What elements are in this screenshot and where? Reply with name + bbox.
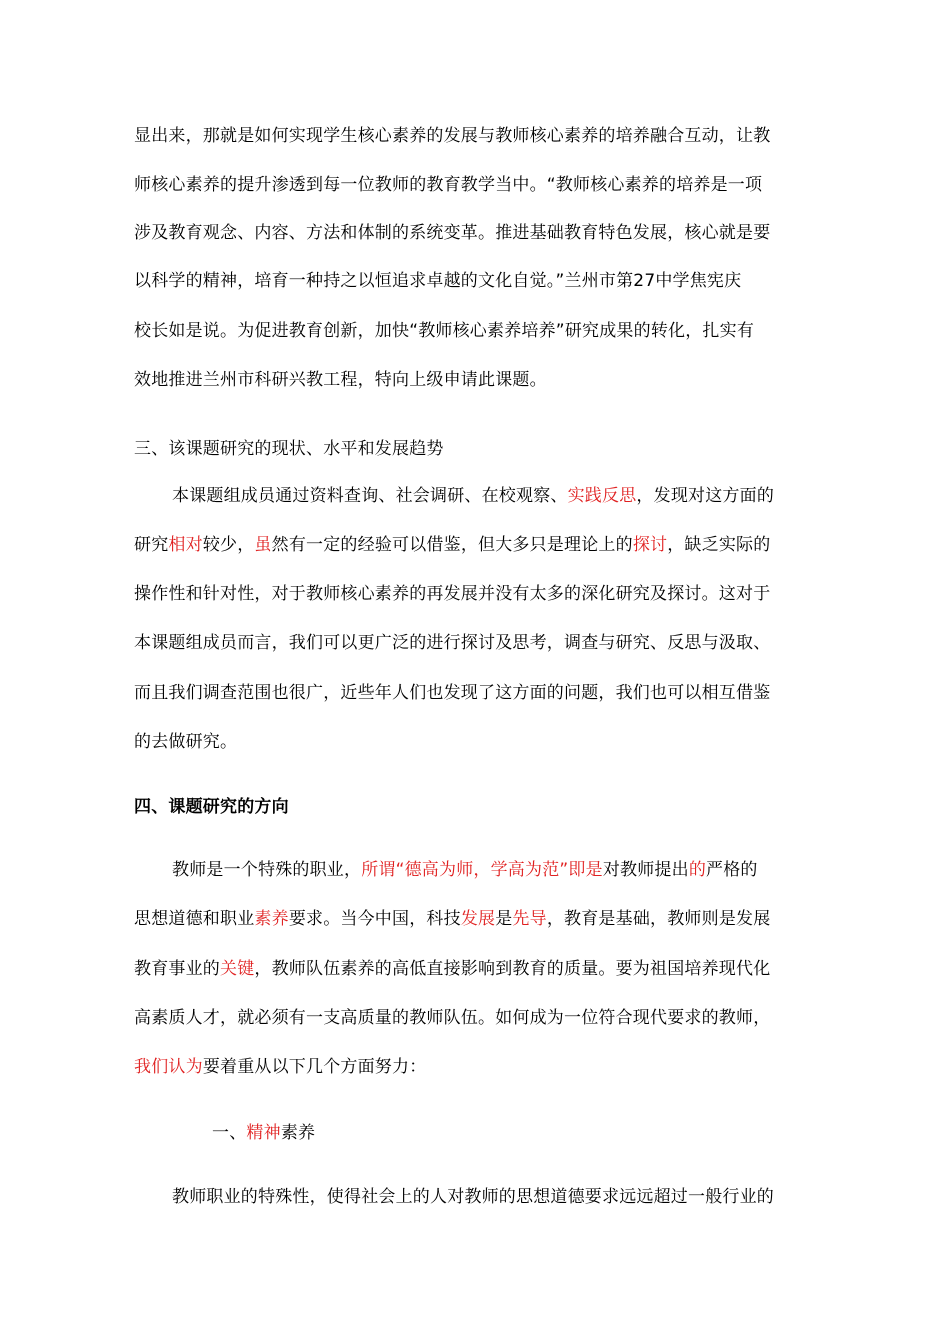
text-run: 研究 <box>134 535 169 555</box>
paragraph-line: 本课题组成员而言，我们可以更广泛的进行探讨及思考，调查与研究、反思与汲取、 <box>134 633 771 653</box>
highlighted-text: 关键 <box>220 959 255 979</box>
paragraph-line: 师核心素养的提升渗透到每一位教师的教育教学当中。“教师核心素养的培养是一项 <box>134 175 763 195</box>
text-run: ，教育是基础，教师则是发展 <box>546 909 771 929</box>
text-run: 思想道德和职业 <box>134 909 255 929</box>
highlighted-text: 所谓“德高为师，学高为范”即是 <box>361 860 603 880</box>
text-run: ，缺乏实际的 <box>667 535 771 555</box>
highlighted-text: 的 <box>688 860 707 880</box>
paragraph-line: 以科学的精神，培育一种持之以恒追求卓越的文化自觉。”兰州市第27中学焦宪庆 <box>134 271 742 291</box>
highlighted-text: 相对 <box>168 535 203 555</box>
highlighted-text: 探讨 <box>632 535 668 555</box>
paragraph-line <box>134 534 814 556</box>
highlighted-text: 先导 <box>512 909 547 929</box>
paragraph-line: 效地推进兰州市科研兴教工程，特向上级申请此课题。 <box>134 370 547 390</box>
paragraph-line <box>172 485 814 507</box>
text-run: 教育事业的 <box>134 959 220 979</box>
highlighted-text: 素养 <box>254 909 289 929</box>
text-run: 然有一定的经验可以借鉴，但大多只是理论上的 <box>271 535 633 555</box>
highlighted-text: 实践反思 <box>567 486 637 506</box>
paragraph-line: 校长如是说。为促进教育创新，加快“教师核心素养培养”研究成果的转化，扎实有 <box>134 321 755 341</box>
text-run: 严格的 <box>706 860 758 880</box>
text-run: 素养 <box>280 1123 316 1143</box>
text-run: 是 <box>495 909 513 929</box>
paragraph-line: 显出来，那就是如何实现学生核心素养的发展与教师核心素养的培养融合互动，让教 <box>134 126 771 146</box>
text-run: 对教师提出 <box>602 860 689 880</box>
text-run: ，教师队伍素养的高低直接影响到教育的质量。要为祖国培养现代化 <box>254 959 771 979</box>
paragraph-line: 而且我们调查范围也很广，近些年人们也发现了这方面的问题，我们也可以相互借鉴 <box>134 683 771 703</box>
paragraph-line: 教师职业的特殊性，使得社会上的人对教师的思想道德要求远远超过一般行业的 <box>172 1187 774 1207</box>
paragraph-line <box>172 859 814 881</box>
paragraph-line <box>134 908 814 930</box>
paragraph-line: 的去做研究。 <box>134 732 238 752</box>
section-heading-4: 四、课题研究的方向 <box>134 797 289 817</box>
text-run: ，发现对这方面的 <box>636 486 775 506</box>
highlighted-text: 精神 <box>246 1123 281 1143</box>
paragraph-line <box>134 958 814 980</box>
text-run: 一、 <box>212 1123 247 1143</box>
paragraph-line <box>134 1056 814 1078</box>
highlighted-text: 我们认为 <box>134 1057 203 1077</box>
text-run: 要求。当今中国，科技 <box>288 909 461 929</box>
paragraph-line: 操作性和针对性，对于教师核心素养的再发展并没有太多的深化研究及探讨。这对于 <box>134 584 771 604</box>
highlighted-text: 虽 <box>254 535 272 555</box>
text-run: 要着重从以下几个方面努力： <box>202 1057 427 1077</box>
text-run: 较少， <box>202 535 255 555</box>
text-run: 教师是一个特殊的职业， <box>172 860 362 880</box>
subsection-heading <box>212 1122 812 1144</box>
paragraph-line: 涉及教育观念、内容、方法和体制的系统变革。推进基础教育特色发展，核心就是要 <box>134 223 771 243</box>
paragraph-line: 高素质人才，就必须有一支高质量的教师队伍。如何成为一位符合现代要求的教师， <box>134 1008 771 1028</box>
text-run: 本课题组成员通过资料查询、社会调研、在校观察、 <box>172 486 568 506</box>
highlighted-text: 发展 <box>460 909 496 929</box>
section-heading-3: 三、该课题研究的现状、水平和发展趋势 <box>134 439 444 459</box>
